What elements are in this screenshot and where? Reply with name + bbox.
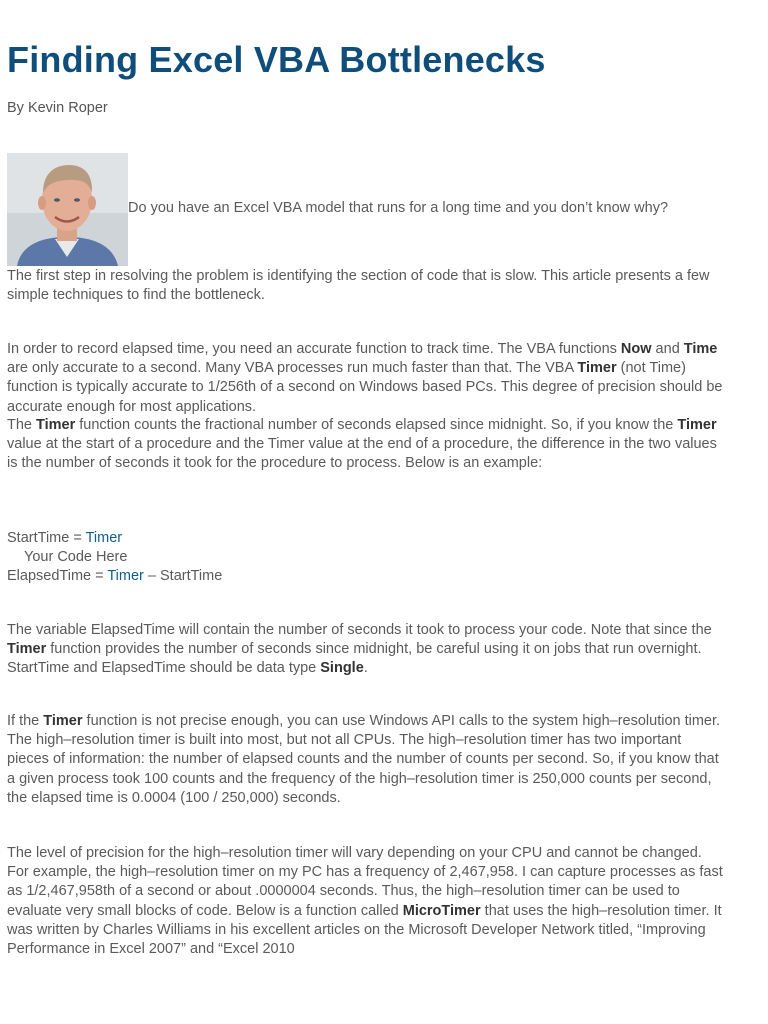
bold-term: Timer [43,713,83,729]
bold-term: Timer [36,417,76,433]
bold-term: Single [320,660,364,677]
author-byline: By Kevin Roper [7,100,108,116]
code-keyword: Timer [107,568,144,585]
bold-term: Timer [577,360,617,377]
bold-term: MicroTimer [402,902,481,919]
bold-term: Timer [677,417,717,433]
paragraph-6: The level of precision for the high–resolution timer will vary depending on your CPU and cannot be changed. For example, the high–resolution timer on my PC has a frequency of 2,467,958. I can capture processes as fast as 1/2,467,958th of a second or about .0000004 seconds. Thus, the high–resolution timer can be used to evaluate very small blocks of code. Below is a function called MicroTimer that uses the high–resolution timer. It was written by Charles Williams in his excellent articles on the Microsoft Developer Network titled, “Improving Performance in Excel 2007” and “Excel 2010 [7,845,723,958]
code-line: StartTime = Timer [7,530,123,546]
bold-term: Now [620,341,652,357]
article-title: Finding Excel VBA Bottlenecks [7,39,546,80]
paragraph-2: In order to record elapsed time, you need an accurate function to track time. The VBA functions Now and Time are only accurate to a second. Many VBA processes run much faster than that. The VBA Timer (not Time) function is typically accurate to 1/256th of a second on Windows based PCs. This degree of precision should be accurate enough for most applications. [7,341,723,415]
paragraph-1: The first step in resolving the problem is identifying the section of code that is slow. This article presents a few simple techniques to find the bottleneck. [7,268,710,304]
bold-term: Timer [7,641,47,658]
author-photo [7,153,128,266]
paragraph-4: The variable ElapsedTime will contain the number of seconds it took to process your code. Note that since the Timer function provides the number of seconds since midnight, be careful using it on jobs that run overnight. StartTime and ElapsedTime should be data type Single. [7,622,712,677]
code-line: Your Code Here [24,549,128,566]
code-example [7,529,222,587]
paragraph-3: The Timer function counts the fractional number of seconds elapsed since midnight. So, if you know the Timer value at the start of a procedure and the Timer value at the end of a procedure, the difference in the two values is the number of seconds it took for the procedure to process. Below is an example: [7,417,717,472]
code-line: ElapsedTime = Timer – StartTime [7,568,223,585]
paragraph-5: If the Timer function is not precise enough, you can use Windows API calls to the system high–resolution timer. The high–resolution timer is built into most, but not all CPUs. The high–resolution timer has two important pieces of information: the number of elapsed counts and the number of counts per second. So, if you know that a given process took 100 counts and the frequency of the high–resolution timer is 250,000 counts per second, the elapsed time is 0.0004 (100 / 250,000) seconds. [7,713,721,806]
code-keyword: Timer [85,530,123,546]
bold-term: Time [683,341,718,357]
intro-question: Do you have an Excel VBA model that runs for a long time and you don’t know why? [128,200,669,216]
